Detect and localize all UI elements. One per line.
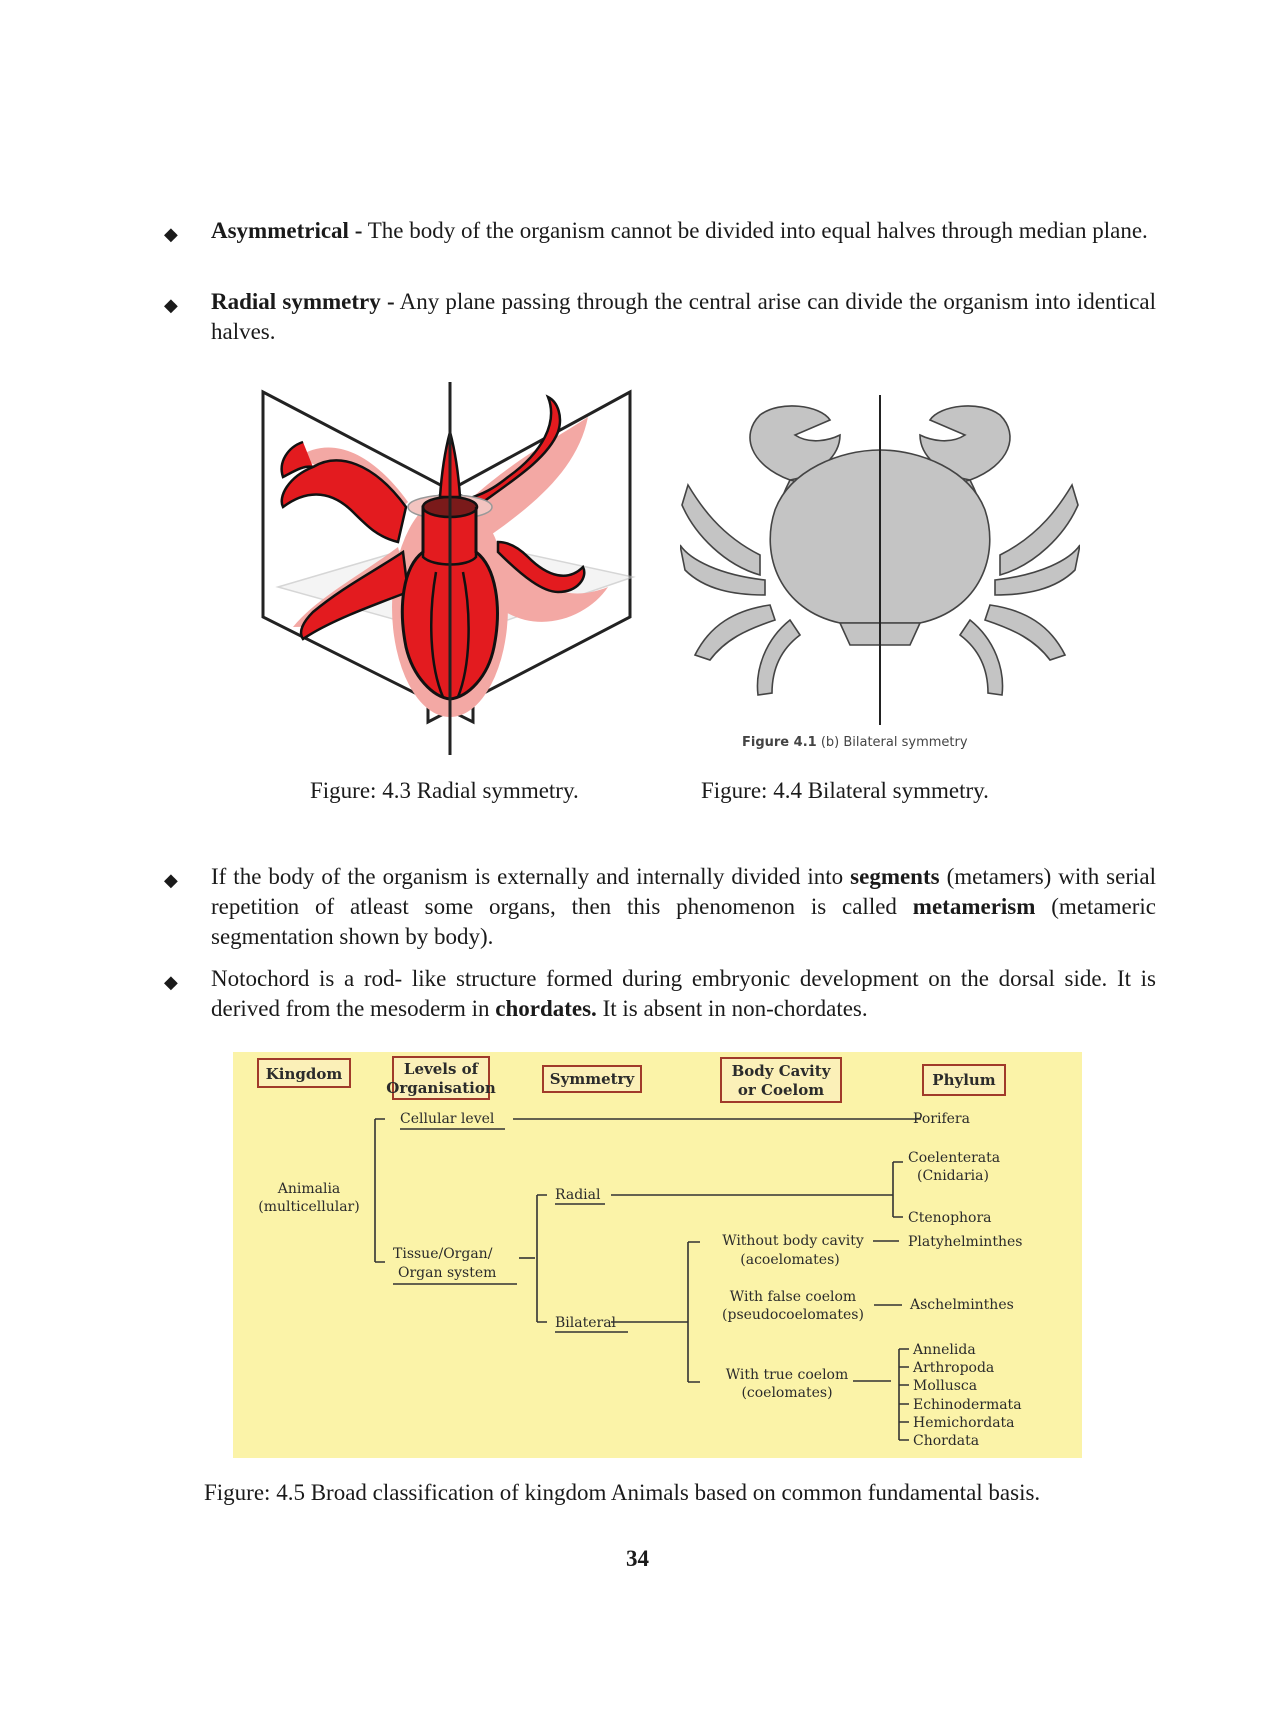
cavity-pseudo-1: With false coelom xyxy=(729,1289,857,1305)
caption-fig-4-3: Figure: 4.3 Radial symmetry. xyxy=(310,778,579,803)
term-segments: segments xyxy=(850,864,940,889)
phylum-arthropoda: Arthropoda xyxy=(913,1360,995,1376)
term-chordates: chordates. xyxy=(495,996,597,1021)
cavity-true-1: With true coelom xyxy=(725,1367,849,1383)
term-metamerism: metamerism xyxy=(912,894,1036,919)
phylum-platyhelminthes: Platyhelminthes xyxy=(908,1234,1023,1250)
bullet-diamond-icon: ◆ xyxy=(164,870,178,890)
phylum-aschelminthes: Aschelminthes xyxy=(910,1297,1014,1313)
phylum-chordata: Chordata xyxy=(913,1433,980,1449)
cavity-acoelomate-1: Without body cavity xyxy=(722,1233,864,1249)
header-cavity-1: Body Cavity xyxy=(731,1062,831,1080)
metamerism-text-2: (metamers) with serial repetition of atleast some organs, then this phenomenon is called xyxy=(211,864,1156,919)
paragraph-notochord xyxy=(211,964,1156,1024)
header-cavity-2: or Coelom xyxy=(737,1081,825,1099)
bilateral-symmetry-figure xyxy=(680,395,1080,765)
phylum-coelenterata: Coelenterata xyxy=(908,1150,1001,1166)
text-radial-symmetry: Any plane passing through the central arise can divide the organism into identical halves. xyxy=(211,289,1156,344)
header-levels-1: Levels of xyxy=(403,1060,479,1078)
phylum-echinodermata: Echinodermata xyxy=(913,1397,1022,1413)
notochord-text-1: Notochord is a rod- like structure formed during embryonic development on the dorsal side. It is derived from the mesoderm in xyxy=(211,966,1156,1021)
phylum-mollusca: Mollusca xyxy=(913,1378,978,1394)
cavity-true-2: (coelomates) xyxy=(741,1385,833,1401)
classification-tree xyxy=(233,1052,1082,1458)
svg-text:Figure 4.1 (b) Bilateral symme xyxy=(742,735,968,750)
phylum-ctenophora: Ctenophora xyxy=(908,1210,992,1226)
header-levels-2: Organisation xyxy=(386,1079,496,1097)
paragraph-radial-symmetry xyxy=(211,287,1156,347)
metamerism-text-1: If the body of the organism is externally and internally divided into xyxy=(211,864,851,889)
header-symmetry: Symmetry xyxy=(549,1070,635,1088)
cavity-acoelomate-2: (acoelomates) xyxy=(740,1252,840,1268)
phylum-annelida: Annelida xyxy=(913,1342,976,1358)
cavity-pseudo-2: (pseudocoelomates) xyxy=(722,1307,864,1323)
radial-symmetry-figure xyxy=(258,377,648,757)
header-kingdom: Kingdom xyxy=(265,1065,343,1083)
phylum-porifera: Porifera xyxy=(913,1111,970,1127)
bullet-diamond-icon: ◆ xyxy=(164,972,178,992)
page-number: 34 xyxy=(626,1546,649,1571)
bullet-diamond-icon: ◆ xyxy=(164,295,178,315)
crab-label-rest: (b) Bilateral symmetry xyxy=(816,735,968,750)
notochord-text-2: It is absent in non-chordates. xyxy=(596,996,868,1021)
kingdom-animalia: Animalia xyxy=(277,1181,341,1197)
text-asymmetrical: The body of the organism cannot be divided into equal halves through median plane. xyxy=(362,218,1148,243)
symmetry-radial: Radial xyxy=(555,1187,601,1203)
level-tissue-2: Organ system xyxy=(398,1265,497,1281)
header-phylum: Phylum xyxy=(932,1071,996,1089)
caption-fig-4-5: Figure: 4.5 Broad classification of kingdom Animals based on common fundamental basis. xyxy=(204,1480,1041,1505)
kingdom-multicellular: (multicellular) xyxy=(258,1199,360,1215)
paragraph-asymmetrical xyxy=(211,216,1156,246)
paragraph-metamerism xyxy=(211,862,1156,952)
symmetry-bilateral: Bilateral xyxy=(555,1315,617,1331)
crab-label-bold: Figure 4.1 xyxy=(742,735,817,750)
phylum-hemichordata: Hemichordata xyxy=(913,1415,1015,1431)
term-asymmetrical: Asymmetrical - xyxy=(211,218,363,243)
level-tissue-1: Tissue/Organ/ xyxy=(393,1246,493,1262)
term-radial-symmetry: Radial symmetry - xyxy=(211,289,395,314)
phylum-cnidaria: (Cnidaria) xyxy=(917,1168,989,1184)
bullet-diamond-icon: ◆ xyxy=(164,224,178,244)
level-cellular: Cellular level xyxy=(400,1111,495,1127)
metamerism-text-3: (metameric segmentation shown by body). xyxy=(211,894,1156,949)
caption-fig-4-4: Figure: 4.4 Bilateral symmetry. xyxy=(701,778,989,803)
